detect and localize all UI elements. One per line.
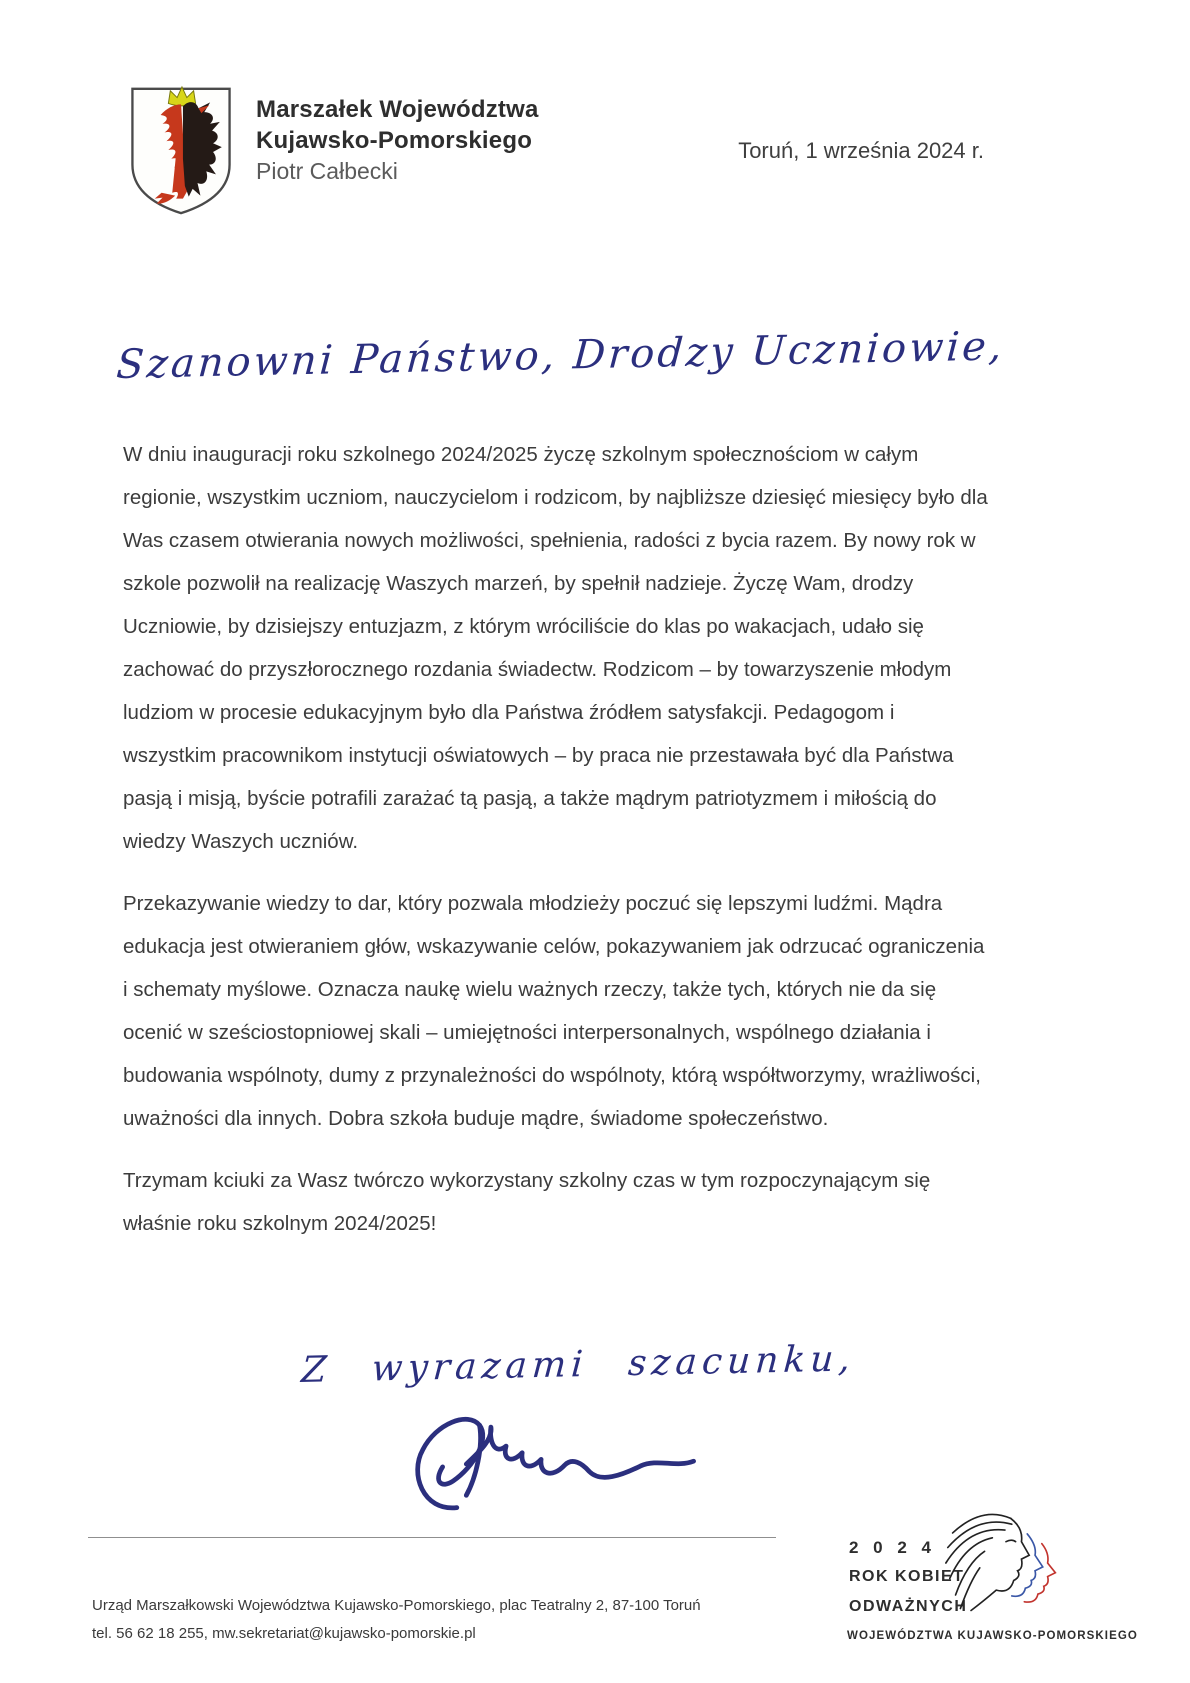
coat-of-arms-icon <box>125 83 237 219</box>
sender-name: Piotr Całbecki <box>256 158 398 184</box>
paragraph-2: Przekazywanie wiedzy to dar, który pozwala młodzieży poczuć się lepszymi ludźmi. Mądra edukacja jest otwieraniem głów, wskazywanie celów, pokazywaniem jak odrzucać ograniczenia i schematy myślowe. Oznacza naukę wielu ważnych rzeczy, także tych, których nie da się ocenić w sześciostopniowej skali – umiejętności interpersonalnych, wspólnego działania i budowania wspólnoty, dumy z przynależności do wspólnoty, którą współtworzymy, wrażliwości, uważności dla innych. Dobra szkoła buduje mądre, świadome społeczeństwo. <box>123 892 985 1130</box>
footer-address-line2: tel. 56 62 18 255, mw.sekretariat@kujawsko-pomorskie.pl <box>92 1625 476 1642</box>
handwritten-closing: Z wyrazami szacunku, <box>300 1338 857 1391</box>
logo-caption: WOJEWÓDZTWA KUJAWSKO-POMORSKIEGO <box>847 1630 1138 1642</box>
footer-address <box>92 1592 701 1648</box>
letter-body <box>123 433 991 1264</box>
women-profiles-icon <box>941 1502 1067 1624</box>
logo-title-line2: ODWAŻNYCH <box>849 1598 968 1615</box>
paragraph-3: Trzymam kciuki za Wasz twórczo wykorzystany szkolny czas w tym rozpoczynającym się właśnie roku szkolnym 2024/2025! <box>123 1169 931 1235</box>
sender-block <box>256 94 539 187</box>
dateline: Toruń, 1 września 2024 r. <box>738 138 984 163</box>
signature-icon <box>400 1406 722 1524</box>
sender-office-line2: Kujawsko-Pomorskiego <box>256 127 533 154</box>
sender-office-line1: Marszałek Województwa <box>256 96 539 123</box>
rok-kobiet-logo <box>845 1502 1138 1652</box>
logo-title-line1: ROK KOBIET <box>849 1568 965 1585</box>
logo-year: 2 0 2 4 <box>849 1538 936 1557</box>
footer-divider <box>88 1537 776 1538</box>
handwritten-salutation: Szanowni Państwo, Drodzy Uczniowie, <box>115 323 1007 388</box>
footer-address-line1: Urząd Marszałkowski Województwa Kujawsko-Pomorskiego, plac Teatralny 2, 87-100 Toruń <box>92 1597 701 1614</box>
paragraph-1: W dniu inauguracji roku szkolnego 2024/2025 życzę szkolnym społecznościom w całym regionie, wszystkim uczniom, nauczycielom i rodzicom, by najbliższe dziesięć miesięcy było dla Was czasem otwierania nowych możliwości, spełnienia, radości z bycia razem. By nowy rok w szkole pozwolił na realizację Waszych marzeń, by spełnił nadzieje. Życzę Wam, drodzy Uczniowie, by dzisiejszy entuzjazm, z którym wróciliście do klas po wakacjach, udało się zachować do przyszłorocznego rozdania świadectw. Rodzicom – by towarzyszenie młodym ludziom w procesie edukacyjnym było dla Państwa źródłem satysfakcji. Pedagogom i wszystkim pracownikom instytucji oświatowych – by praca nie przestawała być dla Państwa pasją i misją, byście potrafili zarażać tą pasją, a także mądrym patriotyzmem i miłością do wiedzy Waszych uczniów. <box>123 443 988 853</box>
